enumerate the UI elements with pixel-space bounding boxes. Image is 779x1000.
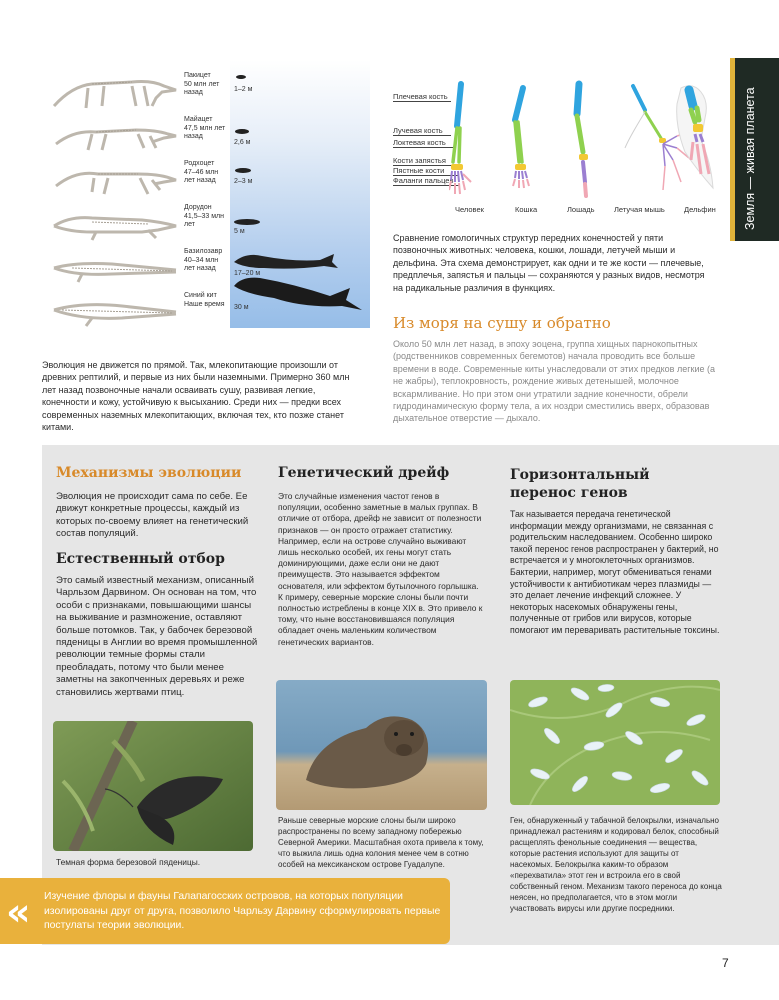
hgt-text: Так называется передача генетической информации между организмами, не связанная с родительским наследованием. Особенно широко такой перенос генов распространен у бактерий, но встречается и у многоклеточных организмов. Бактерии, например, могут обмениваться генами устойчивости к антибиотикам через плазмиды — это делает лечение инфекций сложнее. У некоторых насекомых обнаружены гены, полученные от грибов или вирусов, которые помогают им переваривать растительные токсины. bbox=[510, 509, 720, 635]
section-side-tab bbox=[730, 58, 779, 241]
whitefly-caption: Ген, обнаруженный у табачной белокрылки, изначально принадлежал растениям и кодировал белок, способный расщеплять фенольные соединения — вещества, которые растения используют для защиты от насекомых. Белокрылка каким-то образом «перехватила» этот ген и встроила его в свой собственный геном. Механизм такого переноса до конца неясен, но предполагается, что в этом могли участвовать вирусы или другие посредники. bbox=[510, 816, 722, 913]
whale-name: Майацет 47,5 млн лет назад bbox=[184, 116, 226, 140]
limb-label: Кости запястья bbox=[393, 156, 446, 165]
genetic-drift-text: Это случайные изменения частот генов в популяции, особенно заметные в малых группах. В отличие от отбора, дрейф не зависит от полезности признаков — он просто отражает статистику. Например, если на острове случайно выживают лишь несколько особей, их гены могут стать доминирующими, даже если они не дают преимуществ. Это называется эффектом основателя, или эффектом бутылочного горлышка. К примеру, северные морские слоны были почти полностью истреблены в конце XIX в. Это привело к тому, что ныне восстановившаяся популяция обладает очень маленьким количеством генетических вариантов. bbox=[278, 491, 483, 647]
hgt-title: Горизонтальный перенос генов bbox=[510, 467, 650, 501]
limb-caption: Сравнение гомологичных структур передних конечностей у пяти позвоночных животных: человека, кошки, лошади, летучей мыши и дельфина. Эта схема демонстрирует, как одни и те же кости — плечевые, предплечья, запястья и пальцы — сохраняются у разных видов, несмотря на радикальные различия в функциях. bbox=[393, 233, 705, 293]
pakicetus-silhouette bbox=[236, 74, 246, 80]
whale-size: 1–2 м bbox=[234, 86, 253, 93]
blue-whale-silhouette bbox=[234, 274, 364, 314]
whitefly-photo bbox=[510, 680, 720, 805]
whale-row bbox=[42, 160, 370, 204]
rodhocetus-silhouette bbox=[235, 167, 251, 174]
limb-label: Фаланги пальцев bbox=[393, 176, 454, 185]
side-tab-label: Земля — живая планета bbox=[743, 87, 757, 230]
limb-bones-drawing bbox=[449, 78, 723, 202]
whale-row bbox=[42, 72, 370, 116]
whale-evolution-figure bbox=[42, 60, 370, 328]
animal-name: Дельфин bbox=[684, 205, 716, 214]
limb-label: Плечевая кость bbox=[393, 92, 448, 101]
mechanisms-title: Механизмы эволюции bbox=[56, 465, 242, 481]
maiacetus-skeleton bbox=[52, 120, 178, 154]
dorudon-silhouette bbox=[234, 218, 260, 226]
whale-name: Дорудон 41,5–33 млн лет bbox=[184, 204, 225, 228]
animal-name: Летучая мышь bbox=[614, 205, 665, 214]
whale-name: Синий кит Наше время bbox=[184, 292, 225, 308]
whale-size: 5 м bbox=[234, 228, 245, 235]
whale-size: 17–20 м bbox=[234, 270, 261, 277]
animal-name: Кошка bbox=[515, 205, 538, 214]
limb-label: Лучевая кость bbox=[393, 126, 443, 135]
blue-whale-skeleton bbox=[52, 296, 178, 330]
mechanisms-text: Эволюция не происходит сама по себе. Ее движут конкретные процессы, каждый из которых по-своему влияет на генетический состав популяций. bbox=[56, 491, 249, 540]
elephant-seal-photo bbox=[276, 680, 487, 810]
genetic-drift-title: Генетический дрейф bbox=[278, 465, 450, 481]
animal-name: Человек bbox=[455, 205, 484, 214]
maiacetus-silhouette bbox=[235, 128, 249, 135]
whale-row bbox=[42, 292, 370, 336]
whale-name: Базилозавр 40–34 млн лет назад bbox=[184, 248, 223, 272]
leader-line bbox=[393, 101, 451, 102]
whale-size: 2,6 м bbox=[234, 139, 251, 146]
sea-section-title: Из моря на сушу и обратно bbox=[393, 314, 611, 332]
page-number: 7 bbox=[722, 956, 729, 970]
whale-name: Пакицет 50 млн лет назад bbox=[184, 72, 220, 96]
dorudon-skeleton bbox=[52, 208, 178, 242]
basilosaurus-skeleton bbox=[52, 252, 178, 286]
pakicetus-skeleton bbox=[52, 76, 178, 110]
seal-caption: Раньше северные морские слоны были широко распространены по всему западному побережью Северной Америки. Масштабная охота привела к тому, что выжила лишь одна колония менее чем в сотню особей на мексиканском острове Гуадалупе. bbox=[278, 816, 484, 869]
limb-label: Пястные кости bbox=[393, 166, 445, 175]
side-tab-accent bbox=[730, 58, 735, 241]
quote-text: Изучение флоры и фауны Галапагосских островов, на которых популяции изолированы друг от друга, позволило Чарльзу Дарвину сформулировать первые постулаты теории эволюции. bbox=[44, 891, 441, 932]
whale-row bbox=[42, 116, 370, 160]
whale-caption: Эволюция не движется по прямой. Так, млекопитающие произошли от древних рептилий, и первые из них были наземными. Примерно 360 млн лет назад позвоночные начали осваивать сушу, развивая легкие, конечности и кожу, устойчивую к высыханию. Среди них — предки всех современных наземных млекопитающих, включая тех, кто позже станет китами. bbox=[42, 360, 350, 433]
animal-name: Лошадь bbox=[567, 205, 595, 214]
whale-size: 2–3 м bbox=[234, 178, 253, 185]
natural-selection-title: Естественный отбор bbox=[56, 551, 225, 567]
homologous-limbs-figure bbox=[393, 72, 723, 222]
sea-section-text: Около 50 млн лет назад, в эпоху эоцена, группа хищных парнокопытных (родственников современных бегемотов) начала проводить все больше времени в воде. Современные киты унаследовали от этих предков легкие (а не жабры), теплокровность, рождение живых детенышей, молочное вскармливание. Но при этом они утратили задние конечности, обрели гидродинамическую форму тела, а их ноздри сместились вверх, образовав дыхательное отверстие — дыхало. bbox=[393, 339, 715, 424]
limb-label: Локтевая кость bbox=[393, 138, 446, 147]
whale-name: Родхоцет 47–46 млн лет назад bbox=[184, 160, 219, 184]
whale-size: 30 м bbox=[234, 304, 249, 311]
rodhocetus-skeleton bbox=[52, 164, 178, 198]
leader-line bbox=[393, 135, 451, 136]
quote-mark-icon: « bbox=[6, 890, 31, 934]
leader-line bbox=[393, 147, 455, 148]
moth-caption: Темная форма березовой пяденицы. bbox=[56, 857, 201, 867]
whale-row bbox=[42, 204, 370, 248]
basilosaurus-silhouette bbox=[234, 250, 338, 272]
natural-selection-text: Это самый известный механизм, описанный Чарльзом Дарвином. Он основан на том, что особи с признаками, повышающими шансы на выживание и размножение, оставляют больше потомков. Так, у бабочек березовой пяденицы в Англии во время промышленной революции темные формы стали преобладать, потому что были менее заметны на закопченных деревьях и реже становились жертвами птиц. bbox=[56, 575, 258, 698]
peppered-moth-photo bbox=[53, 721, 253, 851]
